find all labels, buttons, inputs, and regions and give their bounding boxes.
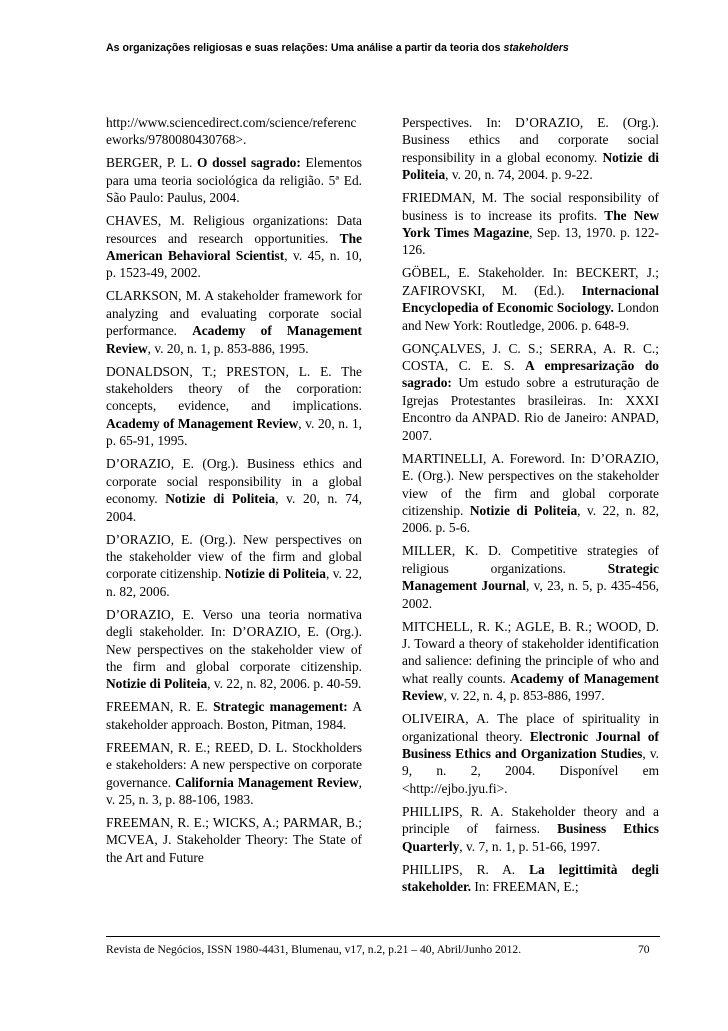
page-number: 70 bbox=[638, 943, 650, 956]
reference-entry: MARTINELLI, A. Foreword. In: D’ORAZIO, E. (Org.). New perspectives on the stakeholder view of the firm and global corporate citizenship. Notizie di Politeia, v. 22, n. 82, 2006. p. 5-6. bbox=[402, 450, 659, 536]
reference-entry: FRIEDMAN, M. The social responsibility of business is to increase its profits. The New York Times Magazine, Sep. 13, 1970. p. 122-126. bbox=[402, 190, 659, 258]
reference-entry: D’ORAZIO, E. Verso una teoria normativa degli stakeholder. In: D’ORAZIO, E. (Org.). New perspectives on the stakeholder view of the firm and global corporate citizenship. Notizie di Politeia, v. 22, n. 82, 2006. p. 40-59. bbox=[106, 606, 362, 692]
reference-entry: CHAVES, M. Religious organizations: Data resources and research opportunities. The American Behavioral Scientist, v. 45, n. 10, p. 1523-49, 2002. bbox=[106, 213, 362, 281]
footer-citation: Revista de Negócios, ISSN 1980-4431, Blumenau, v17, n.2, p.21 – 40, Abril/Junho 2012. bbox=[106, 943, 522, 956]
reference-entry: MILLER, K. D. Competitive strategies of religious organizations. Strategic Management Journal, v, 23, n. 5, p. 435-456, 2002. bbox=[402, 543, 659, 611]
reference-entry: D’ORAZIO, E. (Org.). New perspectives on the stakeholder view of the firm and global corporate citizenship. Notizie di Politeia, v. 22, n. 82, 2006. bbox=[106, 531, 362, 599]
references-right-column bbox=[402, 114, 659, 901]
reference-entry: PHILLIPS, R. A. Stakeholder theory and a principle of fairness. Business Ethics Quarterly, v. 7, n. 1, p. 51-66, 1997. bbox=[402, 803, 660, 854]
reference-entry: FREEMAN, R. E.; WICKS, A.; PARMAR, B.; MCVEA, J. Stakeholder Theory: The State of the Art and Future bbox=[106, 814, 362, 865]
reference-entry: D’ORAZIO, E. (Org.). Business ethics and corporate social responsibility in a global economy. Notizie di Politeia, v. 20, n. 74, 2004. bbox=[106, 456, 362, 524]
reference-entry: FREEMAN, R. E. Strategic management: A stakeholder approach. Boston, Pitman, 1984. bbox=[106, 699, 363, 732]
reference-entry: OLIVEIRA, A. The place of spirituality in organizational theory. Electronic Journal of Business Ethics and Organization Studies, v. 9, n. 2, 2004. Disponível em <http://ejbo.jyu.fi>. bbox=[402, 711, 660, 796]
reference-entry: CLARKSON, M. A stakeholder framework for analyzing and evaluating corporate social performance. Academy of Management Review, v. 20, n. 1, p. 853-886, 1995. bbox=[106, 288, 362, 356]
header-title-italic: stakeholders bbox=[503, 42, 569, 54]
header-title: As organizações religiosas e suas relações: Uma análise a partir da teoria dos bbox=[106, 42, 504, 54]
reference-entry: Perspectives. In: D’ORAZIO, E. (Org.). Business ethics and corporate social responsibility in a global economy. Notizie di Politeia, v. 20, n. 74, 2004. p. 9-22. bbox=[402, 115, 659, 183]
reference-entry: BERGER, P. L. O dossel sagrado: Elementos para uma teoria sociológica da religião. 5ª Ed. São Paulo: Paulus, 2004. bbox=[106, 155, 362, 206]
reference-entry: http://www.sciencedirect.com/science/referenceworks/9780080430768>. bbox=[106, 115, 357, 148]
reference-entry: MITCHELL, R. K.; AGLE, B. R.; WOOD, D. J. Toward a theory of stakeholder identification and salience: defining the principle of who and what really counts. Academy of Management Review, v. 22, n. 4, p. 853-886, 1997. bbox=[402, 618, 659, 704]
reference-entry: GÖBEL, E. Stakeholder. In: BECKERT, J.; ZAFIROVSKI, M. (Ed.). Internacional Encyclopedia of Economic Sociology. London and New York: Routledge, 2006. p. 648-9. bbox=[402, 265, 659, 333]
reference-entry: GONÇALVES, J. C. S.; SERRA, A. R. C.; COSTA, C. E. S. A empresarização do sagrado: Um estudo sobre a estruturação de Igrejas Protestantes brasileiras. In: XXXI Encontro da ANPAD. Rio de Janeiro: ANPAD, 2007. bbox=[402, 340, 659, 443]
reference-entry: DONALDSON, T.; PRESTON, L. E. The stakeholders theory of the corporation: concepts, evidence, and implications. Academy of Management Review, v. 20, n. 1, p. 65-91, 1995. bbox=[106, 363, 362, 449]
running-header bbox=[106, 42, 666, 54]
reference-entry: PHILLIPS, R. A. La legittimità degli stakeholder. In: FREEMAN, E.; bbox=[402, 861, 659, 894]
reference-entry: FREEMAN, R. E.; REED, D. L. Stockholders e stakeholders: A new perspective on corporate governance. California Management Review, v. 25, n. 3, p. 88-106, 1983. bbox=[106, 739, 362, 807]
footer-divider bbox=[106, 936, 660, 937]
references-left-column bbox=[106, 114, 362, 872]
